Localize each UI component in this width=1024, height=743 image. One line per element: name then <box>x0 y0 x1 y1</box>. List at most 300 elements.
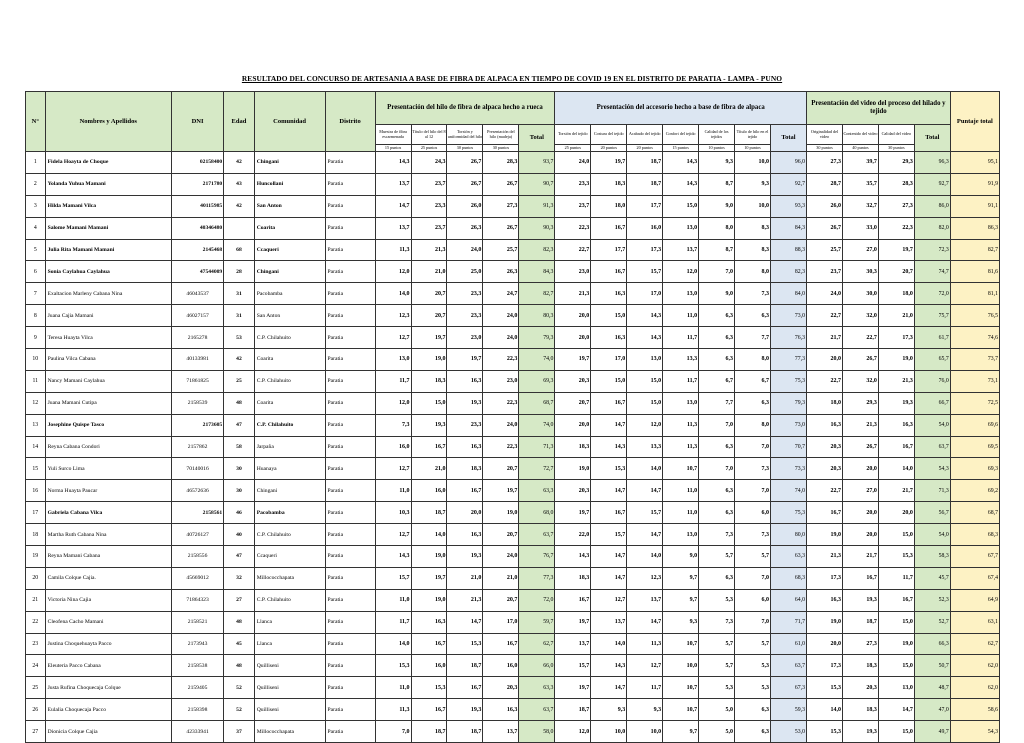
subheader: Contenido del video <box>842 125 878 145</box>
cell-dni: 2158521 <box>171 611 223 633</box>
cell-score: 23,3 <box>555 173 591 195</box>
cell-score: 16,3 <box>591 283 627 305</box>
cell-score: 15,7 <box>591 524 627 546</box>
cell-total-hilo: 68,0 <box>519 502 555 524</box>
cell-score: 14,7 <box>591 414 627 436</box>
cell-total-accesorio: 77,3 <box>770 349 806 371</box>
cell-score: 8,7 <box>699 173 735 195</box>
cell-score: 27,3 <box>483 195 519 217</box>
cell-score: 15,0 <box>663 195 699 217</box>
cell-total-accesorio: 88,3 <box>770 239 806 261</box>
cell-score: 14,7 <box>591 567 627 589</box>
cell-score: 12,7 <box>591 589 627 611</box>
cell-name: Eulalia Choquecaja Pacco <box>45 699 171 721</box>
cell-dni: 2173605 <box>171 414 223 436</box>
cell-community: Llanca <box>254 611 325 633</box>
cell-district: Paratia <box>325 283 375 305</box>
cell-score: 11,7 <box>663 327 699 349</box>
cell-score: 8,3 <box>735 217 771 239</box>
cell-total-video: 54,0 <box>914 524 950 546</box>
table-row <box>26 305 1000 327</box>
cell-score: 14,0 <box>627 546 663 568</box>
cell-score: 14,7 <box>375 195 411 217</box>
cell-score: 20,7 <box>411 283 447 305</box>
cell-dni: 40726127 <box>171 524 223 546</box>
cell-number: 7 <box>26 283 46 305</box>
cell-total-video: 74,7 <box>914 261 950 283</box>
cell-score: 13,0 <box>878 677 914 699</box>
cell-score: 19,7 <box>447 349 483 371</box>
cell-score: 32,0 <box>842 370 878 392</box>
cell-score: 19,3 <box>447 546 483 568</box>
cell-number: 16 <box>26 480 46 502</box>
cell-score: 7,3 <box>735 283 771 305</box>
cell-score: 21,3 <box>447 589 483 611</box>
cell-puntaje-total: 81,1 <box>950 283 999 305</box>
cell-dni: 2173943 <box>171 633 223 655</box>
cell-district: Paratia <box>325 239 375 261</box>
table-row <box>26 261 1000 283</box>
cell-name: Juana Cajia Mamani <box>45 305 171 327</box>
cell-score: 16,0 <box>411 655 447 677</box>
cell-score: 12,7 <box>375 524 411 546</box>
cell-score: 24,3 <box>411 152 447 174</box>
cell-puntaje-total: 76,5 <box>950 305 999 327</box>
cell-score: 20,0 <box>878 502 914 524</box>
cell-district: Paratia <box>325 217 375 239</box>
cell-age: 46 <box>224 502 255 524</box>
cell-score: 22,0 <box>555 524 591 546</box>
cell-score: 18,7 <box>627 173 663 195</box>
cell-score: 18,3 <box>447 458 483 480</box>
cell-score: 13,7 <box>375 217 411 239</box>
cell-score: 16,7 <box>411 633 447 655</box>
cell-score: 12,7 <box>375 327 411 349</box>
cell-puntaje-total: 67,7 <box>950 546 999 568</box>
cell-score: 14,7 <box>591 480 627 502</box>
cell-number: 6 <box>26 261 46 283</box>
cell-total-video: 92,7 <box>914 173 950 195</box>
cell-score: 9,3 <box>699 152 735 174</box>
cell-score: 7,0 <box>699 414 735 436</box>
cell-community: Millococchapata <box>254 721 325 743</box>
cell-score: 15,3 <box>375 655 411 677</box>
col-header-nombres: Nombres y Apellidos <box>45 92 171 152</box>
cell-dni: 42333941 <box>171 721 223 743</box>
cell-score: 17,0 <box>483 611 519 633</box>
cell-score: 7,0 <box>699 458 735 480</box>
cell-score: 12,7 <box>627 655 663 677</box>
cell-name: Reyna Mamani Cabana <box>45 546 171 568</box>
cell-name: Fidela Hoayta de Choque <box>45 152 171 174</box>
cell-community: C.P. Chilahuito <box>254 589 325 611</box>
cell-total-hilo: 82,7 <box>519 283 555 305</box>
cell-name: Justina Choquehuayta Pacco <box>45 633 171 655</box>
cell-total-video: 58,3 <box>914 546 950 568</box>
cell-score: 18,3 <box>411 370 447 392</box>
subheader: Presentación del hilo (madeja) <box>483 125 519 145</box>
cell-score: 20,7 <box>411 305 447 327</box>
cell-score: 26,7 <box>483 217 519 239</box>
cell-puntaje-total: 62,7 <box>950 633 999 655</box>
cell-total-accesorio: 71,7 <box>770 611 806 633</box>
cell-score: 13,0 <box>627 349 663 371</box>
cell-puntaje-total: 73,1 <box>950 370 999 392</box>
cell-name: Juana Mamani Cutipa <box>45 392 171 414</box>
cell-community: Millococchapata <box>254 567 325 589</box>
cell-number: 10 <box>26 349 46 371</box>
cell-total-accesorio: 59,3 <box>770 699 806 721</box>
cell-score: 16,3 <box>447 436 483 458</box>
cell-score: 11,7 <box>375 611 411 633</box>
cell-score: 19,7 <box>411 567 447 589</box>
cell-number: 20 <box>26 567 46 589</box>
results-body <box>26 152 1000 743</box>
cell-total-accesorio: 61,0 <box>770 633 806 655</box>
cell-total-video: 50,7 <box>914 655 950 677</box>
cell-total-video: 56,7 <box>914 502 950 524</box>
cell-total-video: 63,7 <box>914 436 950 458</box>
cell-age: 42 <box>224 152 255 174</box>
cell-score: 20,7 <box>483 524 519 546</box>
cell-score: 19,7 <box>555 677 591 699</box>
cell-score: 21,0 <box>447 567 483 589</box>
cell-score: 27,0 <box>842 239 878 261</box>
cell-score: 16,7 <box>842 567 878 589</box>
report-title: RESULTADO DEL CONCURSO DE ARTESANIA A BASE DE FIBRA DE ALPACA EN TIEMPO DE COVID 19 EN EL DISTRITO DE PARATIA - LAMPA - PUNO <box>241 74 783 83</box>
cell-score: 23,7 <box>411 217 447 239</box>
cell-total-accesorio: 73,0 <box>770 305 806 327</box>
cell-score: 14,3 <box>663 173 699 195</box>
cell-age: 45 <box>224 633 255 655</box>
cell-community: Ccaqueri <box>254 239 325 261</box>
cell-age: 42 <box>224 195 255 217</box>
cell-age: 52 <box>224 677 255 699</box>
cell-puntaje-total: 64,9 <box>950 589 999 611</box>
cell-community: C.P. Chilahuito <box>254 524 325 546</box>
cell-score: 15,3 <box>591 458 627 480</box>
col-header-distrito: Distrito <box>325 92 375 152</box>
cell-score: 16,3 <box>807 414 843 436</box>
cell-district: Paratia <box>325 480 375 502</box>
cell-score: 26,7 <box>447 152 483 174</box>
cell-score: 16,7 <box>878 589 914 611</box>
cell-score: 11,0 <box>663 480 699 502</box>
cell-puntaje-total: 69,6 <box>950 414 999 436</box>
cell-score: 9,3 <box>627 699 663 721</box>
cell-score: 19,7 <box>555 502 591 524</box>
table-row <box>26 699 1000 721</box>
cell-total-hilo: 63,7 <box>519 524 555 546</box>
cell-total-accesorio: 53,0 <box>770 721 806 743</box>
cell-score: 16,7 <box>555 589 591 611</box>
cell-community: Llanca <box>254 633 325 655</box>
cell-score: 32,7 <box>842 195 878 217</box>
cell-age: 48 <box>224 655 255 677</box>
cell-score: 20,0 <box>555 305 591 327</box>
cell-score: 14,7 <box>591 546 627 568</box>
total-header: Total <box>519 125 555 152</box>
cell-name: Martha Ruth Cabana Nina <box>45 524 171 546</box>
cell-total-accesorio: 84,0 <box>770 283 806 305</box>
cell-score: 19,0 <box>807 611 843 633</box>
cell-score: 24,0 <box>555 152 591 174</box>
cell-score: 15,3 <box>807 721 843 743</box>
cell-district: Paratia <box>325 392 375 414</box>
cell-puntaje-total: 95,1 <box>950 152 999 174</box>
cell-score: 20,0 <box>555 414 591 436</box>
points-label: 10 puntos <box>735 145 771 152</box>
cell-district: Paratia <box>325 502 375 524</box>
cell-score: 22,7 <box>555 239 591 261</box>
cell-score: 6,3 <box>699 327 735 349</box>
cell-score: 10,0 <box>591 721 627 743</box>
cell-total-accesorio: 76,3 <box>770 327 806 349</box>
cell-score: 15,7 <box>555 655 591 677</box>
cell-age: 48 <box>224 611 255 633</box>
cell-score: 9,7 <box>663 567 699 589</box>
cell-score: 19,3 <box>447 699 483 721</box>
cell-score: 12,7 <box>375 458 411 480</box>
cell-age: 53 <box>224 327 255 349</box>
cell-dni: 2158561 <box>171 502 223 524</box>
cell-age: 47 <box>224 414 255 436</box>
cell-score: 7,3 <box>735 458 771 480</box>
cell-score: 15,0 <box>591 370 627 392</box>
cell-score: 6,7 <box>735 370 771 392</box>
cell-score: 22,7 <box>807 480 843 502</box>
table-row <box>26 239 1000 261</box>
cell-score: 27,3 <box>807 152 843 174</box>
cell-score: 28,3 <box>878 173 914 195</box>
cell-score: 9,3 <box>591 699 627 721</box>
cell-score: 5,3 <box>735 655 771 677</box>
cell-score: 19,0 <box>555 458 591 480</box>
cell-score: 10,7 <box>663 699 699 721</box>
cell-score: 22,7 <box>807 370 843 392</box>
cell-score: 12,0 <box>555 721 591 743</box>
cell-score: 18,7 <box>447 721 483 743</box>
cell-score: 16,3 <box>807 589 843 611</box>
cell-puntaje-total: 68,3 <box>950 524 999 546</box>
cell-score: 19,0 <box>411 349 447 371</box>
cell-score: 21,7 <box>878 480 914 502</box>
cell-score: 8,0 <box>735 414 771 436</box>
group-header-video: Presentación del video del proceso del hilado y tejido <box>807 92 951 125</box>
cell-score: 5,7 <box>699 655 735 677</box>
cell-number: 8 <box>26 305 46 327</box>
cell-puntaje-total: 86,3 <box>950 217 999 239</box>
cell-score: 22,7 <box>807 305 843 327</box>
cell-total-hilo: 80,3 <box>519 305 555 327</box>
cell-score: 16,0 <box>375 436 411 458</box>
cell-score: 6,3 <box>735 699 771 721</box>
cell-total-video: 52,3 <box>914 589 950 611</box>
cell-score: 26,3 <box>483 261 519 283</box>
col-header-n: N° <box>26 92 46 152</box>
cell-score: 17,7 <box>627 195 663 217</box>
cell-score: 21,3 <box>807 546 843 568</box>
cell-score: 7,3 <box>375 414 411 436</box>
cell-name: Eleuteria Pacco Cabana <box>45 655 171 677</box>
cell-name: Yolanda Yuhua Mamani <box>45 173 171 195</box>
cell-score: 15,0 <box>878 655 914 677</box>
cell-score: 9,7 <box>663 721 699 743</box>
cell-dni: 2157862 <box>171 436 223 458</box>
cell-score: 11,3 <box>663 436 699 458</box>
table-row <box>26 567 1000 589</box>
cell-number: 2 <box>26 173 46 195</box>
cell-score: 21,3 <box>411 239 447 261</box>
cell-total-hilo: 63,3 <box>519 677 555 699</box>
cell-total-accesorio: 73,0 <box>770 414 806 436</box>
cell-total-video: 75,7 <box>914 305 950 327</box>
cell-score: 18,7 <box>555 699 591 721</box>
cell-score: 15,3 <box>807 677 843 699</box>
cell-total-video: 54,0 <box>914 414 950 436</box>
cell-score: 33,0 <box>842 217 878 239</box>
points-label: 40 puntos <box>842 145 878 152</box>
cell-number: 24 <box>26 655 46 677</box>
cell-score: 14,3 <box>627 305 663 327</box>
cell-score: 16,7 <box>807 502 843 524</box>
cell-dni: 2171780 <box>171 173 223 195</box>
cell-score: 6,3 <box>735 392 771 414</box>
table-row <box>26 546 1000 568</box>
cell-puntaje-total: 69,3 <box>950 458 999 480</box>
cell-age: 58 <box>224 436 255 458</box>
cell-score: 22,3 <box>483 436 519 458</box>
cell-score: 5,0 <box>699 721 735 743</box>
cell-score: 26,7 <box>807 217 843 239</box>
cell-score: 13,0 <box>663 283 699 305</box>
cell-score: 14,3 <box>663 152 699 174</box>
cell-total-hilo: 77,3 <box>519 567 555 589</box>
cell-age: 68 <box>224 239 255 261</box>
cell-community: Ccaqueri <box>254 546 325 568</box>
cell-score: 22,3 <box>483 392 519 414</box>
cell-score: 16,7 <box>878 436 914 458</box>
cell-score: 5,7 <box>699 546 735 568</box>
cell-name: Exaltacion Marleny Cabana Nina <box>45 283 171 305</box>
cell-score: 18,3 <box>555 567 591 589</box>
cell-score: 32,0 <box>842 305 878 327</box>
table-row <box>26 589 1000 611</box>
cell-district: Paratia <box>325 173 375 195</box>
cell-score: 15,7 <box>375 567 411 589</box>
cell-score: 28,3 <box>483 152 519 174</box>
cell-district: Paratia <box>325 327 375 349</box>
cell-score: 5,7 <box>699 633 735 655</box>
cell-community: C.P. Chilahuito <box>254 327 325 349</box>
cell-score: 11,7 <box>627 677 663 699</box>
cell-score: 6,0 <box>735 589 771 611</box>
subheader: Torsión y uniformidad del hilo <box>447 125 483 145</box>
cell-score: 16,3 <box>447 370 483 392</box>
cell-score: 13,7 <box>375 173 411 195</box>
cell-puntaje-total: 54,3 <box>950 721 999 743</box>
cell-dni: 40346480 <box>171 217 223 239</box>
subheader: Torsión del tejido <box>555 125 591 145</box>
cell-score: 22,7 <box>842 327 878 349</box>
cell-age: 30 <box>224 480 255 502</box>
cell-score: 5,7 <box>735 546 771 568</box>
cell-score: 5,3 <box>699 589 735 611</box>
cell-score: 7,0 <box>699 261 735 283</box>
cell-dni: 46572636 <box>171 480 223 502</box>
cell-puntaje-total: 67,4 <box>950 567 999 589</box>
cell-score: 19,0 <box>411 589 447 611</box>
cell-total-video: 86,0 <box>914 195 950 217</box>
cell-score: 16,3 <box>411 611 447 633</box>
table-row <box>26 414 1000 436</box>
cell-score: 6,3 <box>699 480 735 502</box>
cell-score: 23,7 <box>555 195 591 217</box>
subheader: Calidad del video <box>878 125 914 145</box>
cell-score: 19,7 <box>411 327 447 349</box>
cell-puntaje-total: 69,5 <box>950 436 999 458</box>
cell-score: 13,7 <box>663 239 699 261</box>
cell-total-hilo: 58,0 <box>519 721 555 743</box>
cell-community: Jarpaña <box>254 436 325 458</box>
cell-score: 10,3 <box>375 502 411 524</box>
cell-age: 32 <box>224 567 255 589</box>
cell-total-accesorio: 68,3 <box>770 567 806 589</box>
cell-dni: 2158538 <box>171 655 223 677</box>
points-label: 20 puntos <box>627 145 663 152</box>
total-header: Total <box>770 125 806 152</box>
cell-community: Pacobamba <box>254 502 325 524</box>
cell-score: 21,3 <box>878 370 914 392</box>
cell-name: Yuli Surco Lima <box>45 458 171 480</box>
cell-score: 15,3 <box>447 633 483 655</box>
cell-score: 17,3 <box>807 655 843 677</box>
cell-dni: 71864323 <box>171 589 223 611</box>
cell-puntaje-total: 62,0 <box>950 655 999 677</box>
cell-total-accesorio: 75,3 <box>770 370 806 392</box>
cell-score: 5,3 <box>735 677 771 699</box>
cell-score: 14,7 <box>627 480 663 502</box>
cell-number: 4 <box>26 217 46 239</box>
cell-score: 18,3 <box>842 655 878 677</box>
cell-score: 11,3 <box>375 699 411 721</box>
cell-score: 14,7 <box>627 611 663 633</box>
cell-score: 12,3 <box>627 567 663 589</box>
cell-total-video: 71,3 <box>914 480 950 502</box>
cell-score: 18,3 <box>842 699 878 721</box>
cell-score: 19,3 <box>842 589 878 611</box>
cell-score: 14,3 <box>627 327 663 349</box>
cell-score: 12,0 <box>375 261 411 283</box>
cell-score: 20,0 <box>842 502 878 524</box>
cell-number: 25 <box>26 677 46 699</box>
cell-score: 17,3 <box>878 327 914 349</box>
cell-score: 14,0 <box>807 699 843 721</box>
cell-puntaje-total: 58,6 <box>950 699 999 721</box>
cell-score: 14,3 <box>591 655 627 677</box>
cell-score: 19,7 <box>555 349 591 371</box>
cell-score: 7,7 <box>699 392 735 414</box>
cell-total-accesorio: 80,0 <box>770 524 806 546</box>
cell-score: 15,7 <box>627 502 663 524</box>
total-header: Total <box>914 125 950 152</box>
table-row <box>26 195 1000 217</box>
cell-name: Camila Colque Cajia. <box>45 567 171 589</box>
cell-score: 6,3 <box>699 349 735 371</box>
cell-score: 23,3 <box>411 195 447 217</box>
cell-score: 19,3 <box>842 721 878 743</box>
cell-total-video: 96,3 <box>914 152 950 174</box>
